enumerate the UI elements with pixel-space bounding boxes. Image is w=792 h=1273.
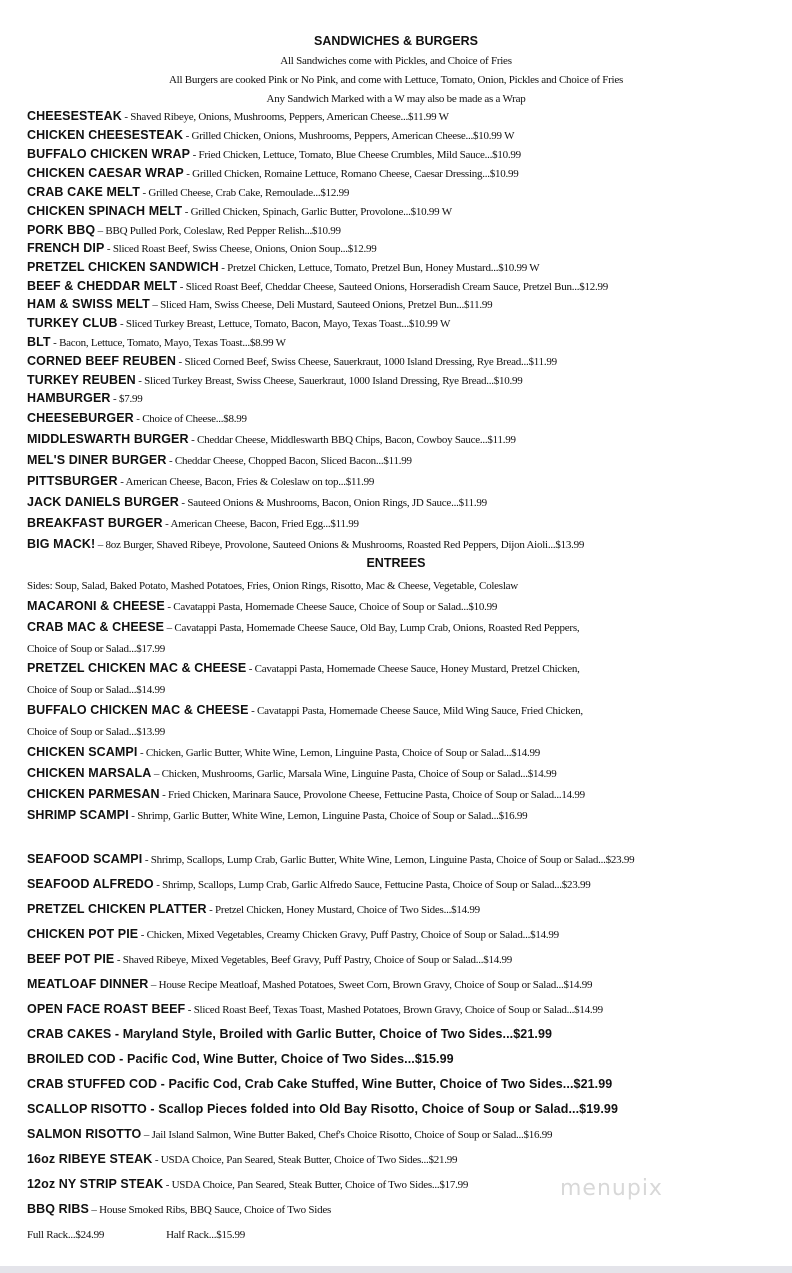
item-name: MEATLOAF DINNER: [27, 977, 149, 991]
section-title-entrees: [0, 554, 792, 572]
ribs-prices: [27, 1225, 245, 1243]
menu-item: [27, 785, 585, 803]
menu-item: [27, 806, 527, 824]
item-description: - Shrimp, Scallops, Lump Crab, Garlic Alfredo Sauce, Fettucine Pasta, Choice of Soup or Salad...$23.99: [153, 879, 591, 891]
item-name: BLT: [27, 335, 51, 349]
menupix-watermark: menupix: [560, 1176, 663, 1201]
menu-item: [27, 597, 497, 615]
menu-item: [27, 352, 557, 370]
note-text: All Sandwiches come with Pickles, and Choice of Fries: [280, 55, 512, 67]
item-name: CHEESEBURGER: [27, 411, 134, 425]
item-name: SEAFOOD SCAMPI: [27, 852, 143, 866]
item-name: HAMBURGER: [27, 391, 111, 405]
item-name: HAM & SWISS MELT: [27, 297, 150, 311]
item-description: - Cavatappi Pasta, Homemade Cheese Sauce, Honey Mustard, Pretzel Chicken,: [246, 663, 580, 675]
item-description: - American Cheese, Bacon, Fried Egg...$11.99: [162, 518, 359, 530]
item-description: - Grilled Chicken, Romaine Lettuce, Romano Cheese, Caesar Dressing...$10.99: [183, 168, 519, 180]
menu-item: [27, 126, 514, 144]
item-name: OPEN FACE ROAST BEEF: [27, 1002, 186, 1016]
item-name: SALMON RISOTTO: [27, 1127, 142, 1141]
item-name: MEL'S DINER BURGER: [27, 453, 167, 467]
item-description: - Cheddar Cheese, Middleswarth BBQ Chips, Bacon, Cowboy Sauce...$11.99: [188, 434, 516, 446]
item-description: – Sliced Ham, Swiss Cheese, Deli Mustard, Sauteed Onions, Pretzel Bun...$11.99: [149, 299, 493, 311]
item-description: - Sliced Turkey Breast, Lettuce, Tomato, Bacon, Mayo, Texas Toast...$10.99 W: [117, 318, 451, 330]
item-description: - American Cheese, Bacon, Fries & Coleslaw on top...$11.99: [117, 476, 375, 488]
section-note: [0, 51, 792, 69]
item-description: - Fried Chicken, Lettuce, Tomato, Blue Cheese Crumbles, Mild Sauce...$10.99: [190, 149, 521, 161]
menu-item: [27, 514, 359, 532]
item-name: SCALLOP RISOTTO: [27, 1102, 147, 1116]
menu-item: [27, 183, 349, 201]
menu-item: [27, 333, 286, 351]
item-name: CORNED BEEF REUBEN: [27, 354, 177, 368]
menu-item: [27, 430, 516, 448]
menu-item: [27, 975, 592, 993]
item-description: – Cavatappi Pasta, Homemade Cheese Sauce, Old Bay, Lump Crab, Onions, Roasted Red Peppers,: [164, 622, 580, 634]
item-description: - Cavatappi Pasta, Homemade Cheese Sauce, Choice of Soup or Salad...$10.99: [164, 601, 498, 613]
menu-item: [27, 221, 341, 239]
item-name: PRETZEL CHICKEN SANDWICH: [27, 260, 219, 274]
item-name: 12oz NY STRIP STEAK: [27, 1177, 164, 1191]
item-description: - Shaved Ribeye, Mixed Vegetables, Beef Gravy, Puff Pastry, Choice of Soup or Salad...$14.99: [114, 954, 513, 966]
item-description: - $7.99: [110, 393, 143, 405]
item-name: 16oz RIBEYE STEAK: [27, 1152, 153, 1166]
item-description: - Choice of Cheese...$8.99: [133, 413, 247, 425]
item-description: - Pretzel Chicken, Lettuce, Tomato, Pretzel Bun, Honey Mustard...$10.99 W: [218, 262, 540, 274]
section-title-text: SANDWICHES & BURGERS: [314, 34, 478, 48]
section-title-sandwiches: [0, 32, 792, 50]
menu-item: [27, 371, 523, 389]
item-name: BROILED COD: [27, 1052, 116, 1066]
item-description: - Pretzel Chicken, Honey Mustard, Choice of Two Sides...$14.99: [206, 904, 480, 916]
item-name: PORK BBQ: [27, 223, 96, 237]
item-name: BEEF POT PIE: [27, 952, 115, 966]
item-name: PITTSBURGER: [27, 474, 118, 488]
menu-item: [27, 258, 539, 276]
item-description: - Scallop Pieces folded into Old Bay Risotto, Choice of Soup or Salad...$19.99: [146, 1102, 618, 1116]
item-name: BEEF & CHEDDAR MELT: [27, 279, 178, 293]
sides-text: Sides: Soup, Salad, Baked Potato, Mashed Potatoes, Fries, Onion Rings, Risotto, Mac & Cheese, Vegetable, Coleslaw: [27, 580, 518, 592]
item-name: CHICKEN PARMESAN: [27, 787, 160, 801]
menu-item: [27, 107, 449, 125]
item-name: JACK DANIELS BURGER: [27, 495, 179, 509]
item-name: SEAFOOD ALFREDO: [27, 877, 154, 891]
full-rack-price: Full Rack...$24.99: [27, 1229, 105, 1241]
section-note: [0, 89, 792, 107]
menu-item: [27, 618, 579, 636]
menu-item: [27, 764, 556, 782]
item-name: CRAB MAC & CHEESE: [27, 620, 165, 634]
item-description: - Cheddar Cheese, Chopped Bacon, Sliced Bacon...$11.99: [166, 455, 412, 467]
item-description: – House Recipe Meatloaf, Mashed Potatoes, Sweet Corn, Brown Gravy, Choice of Soup or Salad...$14.99: [148, 979, 593, 991]
section-title-text: ENTREES: [366, 556, 426, 570]
item-name: CHICKEN SPINACH MELT: [27, 204, 183, 218]
item-description: - Chicken, Mixed Vegetables, Creamy Chicken Gravy, Puff Pastry, Choice of Soup or Salad...$14.99: [138, 929, 559, 941]
menu-item: [27, 1100, 618, 1118]
item-name: BUFFALO CHICKEN MAC & CHEESE: [27, 703, 249, 717]
item-description: - Sliced Roast Beef, Cheddar Cheese, Sauteed Onions, Horseradish Cream Sauce, Pretzel Bun...$12.99: [177, 281, 609, 293]
item-description: – Chicken, Mushrooms, Garlic, Marsala Wine, Linguine Pasta, Choice of Soup or Salad...$14.99: [151, 768, 557, 780]
item-description: - Sauteed Onions & Mushrooms, Bacon, Onion Rings, JD Sauce...$11.99: [178, 497, 487, 509]
menu-item: [27, 1125, 552, 1143]
menu-item: [27, 409, 247, 427]
note-text: All Burgers are cooked Pink or No Pink, and come with Lettuce, Tomato, Onion, Pickles and Choice of Fries: [168, 74, 624, 86]
item-description: – House Smoked Ribs, BBQ Sauce, Choice of Two Sides: [88, 1204, 331, 1216]
menu-item: [27, 1050, 454, 1068]
item-name: FRENCH DIP: [27, 241, 105, 255]
menu-item: [27, 1000, 603, 1018]
sides-note: [27, 576, 518, 594]
menu-item: [27, 850, 634, 868]
menu-item: [27, 145, 521, 163]
half-rack-price: Half Rack...$15.99: [166, 1229, 245, 1241]
menu-item: [27, 277, 608, 295]
item-name: BUFFALO CHICKEN WRAP: [27, 147, 191, 161]
item-name: PRETZEL CHICKEN PLATTER: [27, 902, 207, 916]
item-description: – Jail Island Salmon, Wine Butter Baked, Chef's Choice Risotto, Choice of Soup or Salad...$16.99: [141, 1129, 553, 1141]
item-description: - Grilled Cheese, Crab Cake, Remoulade...$12.99: [139, 187, 350, 199]
item-description: - Chicken, Garlic Butter, White Wine, Lemon, Linguine Pasta, Choice of Soup or Salad...$14.99: [137, 747, 541, 759]
menu-item: [27, 314, 450, 332]
item-description: - Grilled Chicken, Spinach, Garlic Butter, Provolone...$10.99 W: [182, 206, 452, 218]
item-description: - Pacific Cod, Crab Cake Stuffed, Wine Butter, Choice of Two Sides...$21.99: [157, 1077, 613, 1091]
note-text: Any Sandwich Marked with a W may also be made as a Wrap: [266, 93, 526, 105]
item-name: MIDDLESWARTH BURGER: [27, 432, 189, 446]
menu-item-continued: [27, 639, 165, 657]
menu-item: [27, 1175, 468, 1193]
item-name: CHEESESTEAK: [27, 109, 122, 123]
item-name: CRAB CAKE MELT: [27, 185, 140, 199]
item-description: - Sliced Corned Beef, Swiss Cheese, Sauerkraut, 1000 Island Dressing, Rye Bread...$11.99: [176, 356, 557, 368]
menu-item: [27, 875, 591, 893]
menu-item: [27, 295, 492, 313]
item-description: – BBQ Pulled Pork, Coleslaw, Red Pepper Relish...$10.99: [95, 225, 341, 237]
menu-item: [27, 900, 480, 918]
item-description: - Pacific Cod, Wine Butter, Choice of Two Sides...$15.99: [115, 1052, 454, 1066]
item-name: CHICKEN CHEESESTEAK: [27, 128, 184, 142]
item-description: - USDA Choice, Pan Seared, Steak Butter, Choice of Two Sides...$17.99: [163, 1179, 469, 1191]
item-description: - Shrimp, Scallops, Lump Crab, Garlic Butter, White Wine, Lemon, Linguine Pasta, Choice of Soup or Salad...$23.99: [142, 854, 635, 866]
item-name: CHICKEN CAESAR WRAP: [27, 166, 184, 180]
item-name: PRETZEL CHICKEN MAC & CHEESE: [27, 661, 247, 675]
item-name: MACARONI & CHEESE: [27, 599, 165, 613]
item-name: BREAKFAST BURGER: [27, 516, 163, 530]
menu-item: [27, 1150, 457, 1168]
menu-item: [27, 925, 559, 943]
item-name: BBQ RIBS: [27, 1202, 89, 1216]
section-note: [0, 70, 792, 88]
item-description: - Maryland Style, Broiled with Garlic Butter, Choice of Two Sides...$21.99: [111, 1027, 553, 1041]
bottom-bar: [0, 1266, 792, 1273]
item-description: – 8oz Burger, Shaved Ribeye, Provolone, Sauteed Onions & Mushrooms, Roasted Red Peppers, Dijon Aioli...$13.99: [95, 539, 585, 551]
item-description: Choice of Soup or Salad...$13.99: [27, 726, 166, 738]
item-description: - Shrimp, Garlic Butter, White Wine, Lemon, Linguine Pasta, Choice of Soup or Salad...$16.99: [128, 810, 528, 822]
item-description: - Sliced Roast Beef, Swiss Cheese, Onions, Onion Soup...$12.99: [104, 243, 377, 255]
menu-item: [27, 743, 540, 761]
menu-item-continued: [27, 722, 165, 740]
menu-item: [27, 239, 376, 257]
item-description: - Sliced Roast Beef, Texas Toast, Mashed Potatoes, Brown Gravy, Choice of Soup or Salad...$14.99: [185, 1004, 603, 1016]
item-description: - Bacon, Lettuce, Tomato, Mayo, Texas Toast...$8.99 W: [50, 337, 286, 349]
item-description: - Shaved Ribeye, Onions, Mushrooms, Peppers, American Cheese...$11.99 W: [121, 111, 449, 123]
menu-item: [27, 164, 519, 182]
menu-item: [27, 1075, 612, 1093]
item-description: - USDA Choice, Pan Seared, Steak Butter, Choice of Two Sides...$21.99: [152, 1154, 458, 1166]
menu-item: [27, 472, 374, 490]
menu-item: [27, 659, 580, 677]
menu-item: [27, 1025, 552, 1043]
menu-item: [27, 389, 142, 407]
menu-item-continued: [27, 680, 165, 698]
menu-item: [27, 701, 583, 719]
menu-item: [27, 950, 512, 968]
item-name: CHICKEN SCAMPI: [27, 745, 138, 759]
item-description: - Cavatappi Pasta, Homemade Cheese Sauce, Mild Wing Sauce, Fried Chicken,: [248, 705, 583, 717]
menu-item: [27, 535, 584, 553]
item-description: Choice of Soup or Salad...$14.99: [27, 684, 166, 696]
item-description: - Sliced Turkey Breast, Swiss Cheese, Sauerkraut, 1000 Island Dressing, Rye Bread...$10.99: [135, 375, 523, 387]
menu-item: [27, 451, 412, 469]
menu-item: [27, 1200, 331, 1218]
menu-item: [27, 202, 452, 220]
item-name: CHICKEN POT PIE: [27, 927, 139, 941]
item-name: SHRIMP SCAMPI: [27, 808, 129, 822]
item-name: TURKEY REUBEN: [27, 373, 136, 387]
menu-item: [27, 493, 487, 511]
item-name: TURKEY CLUB: [27, 316, 118, 330]
item-description: - Grilled Chicken, Onions, Mushrooms, Peppers, American Cheese...$10.99 W: [183, 130, 515, 142]
item-name: CHICKEN MARSALA: [27, 766, 152, 780]
item-description: - Fried Chicken, Marinara Sauce, Provolone Cheese, Fettucine Pasta, Choice of Soup or Salad...14.99: [159, 789, 585, 801]
item-description: Choice of Soup or Salad...$17.99: [27, 643, 166, 655]
item-name: BIG MACK!: [27, 537, 96, 551]
item-name: CRAB STUFFED COD: [27, 1077, 158, 1091]
item-name: CRAB CAKES: [27, 1027, 112, 1041]
